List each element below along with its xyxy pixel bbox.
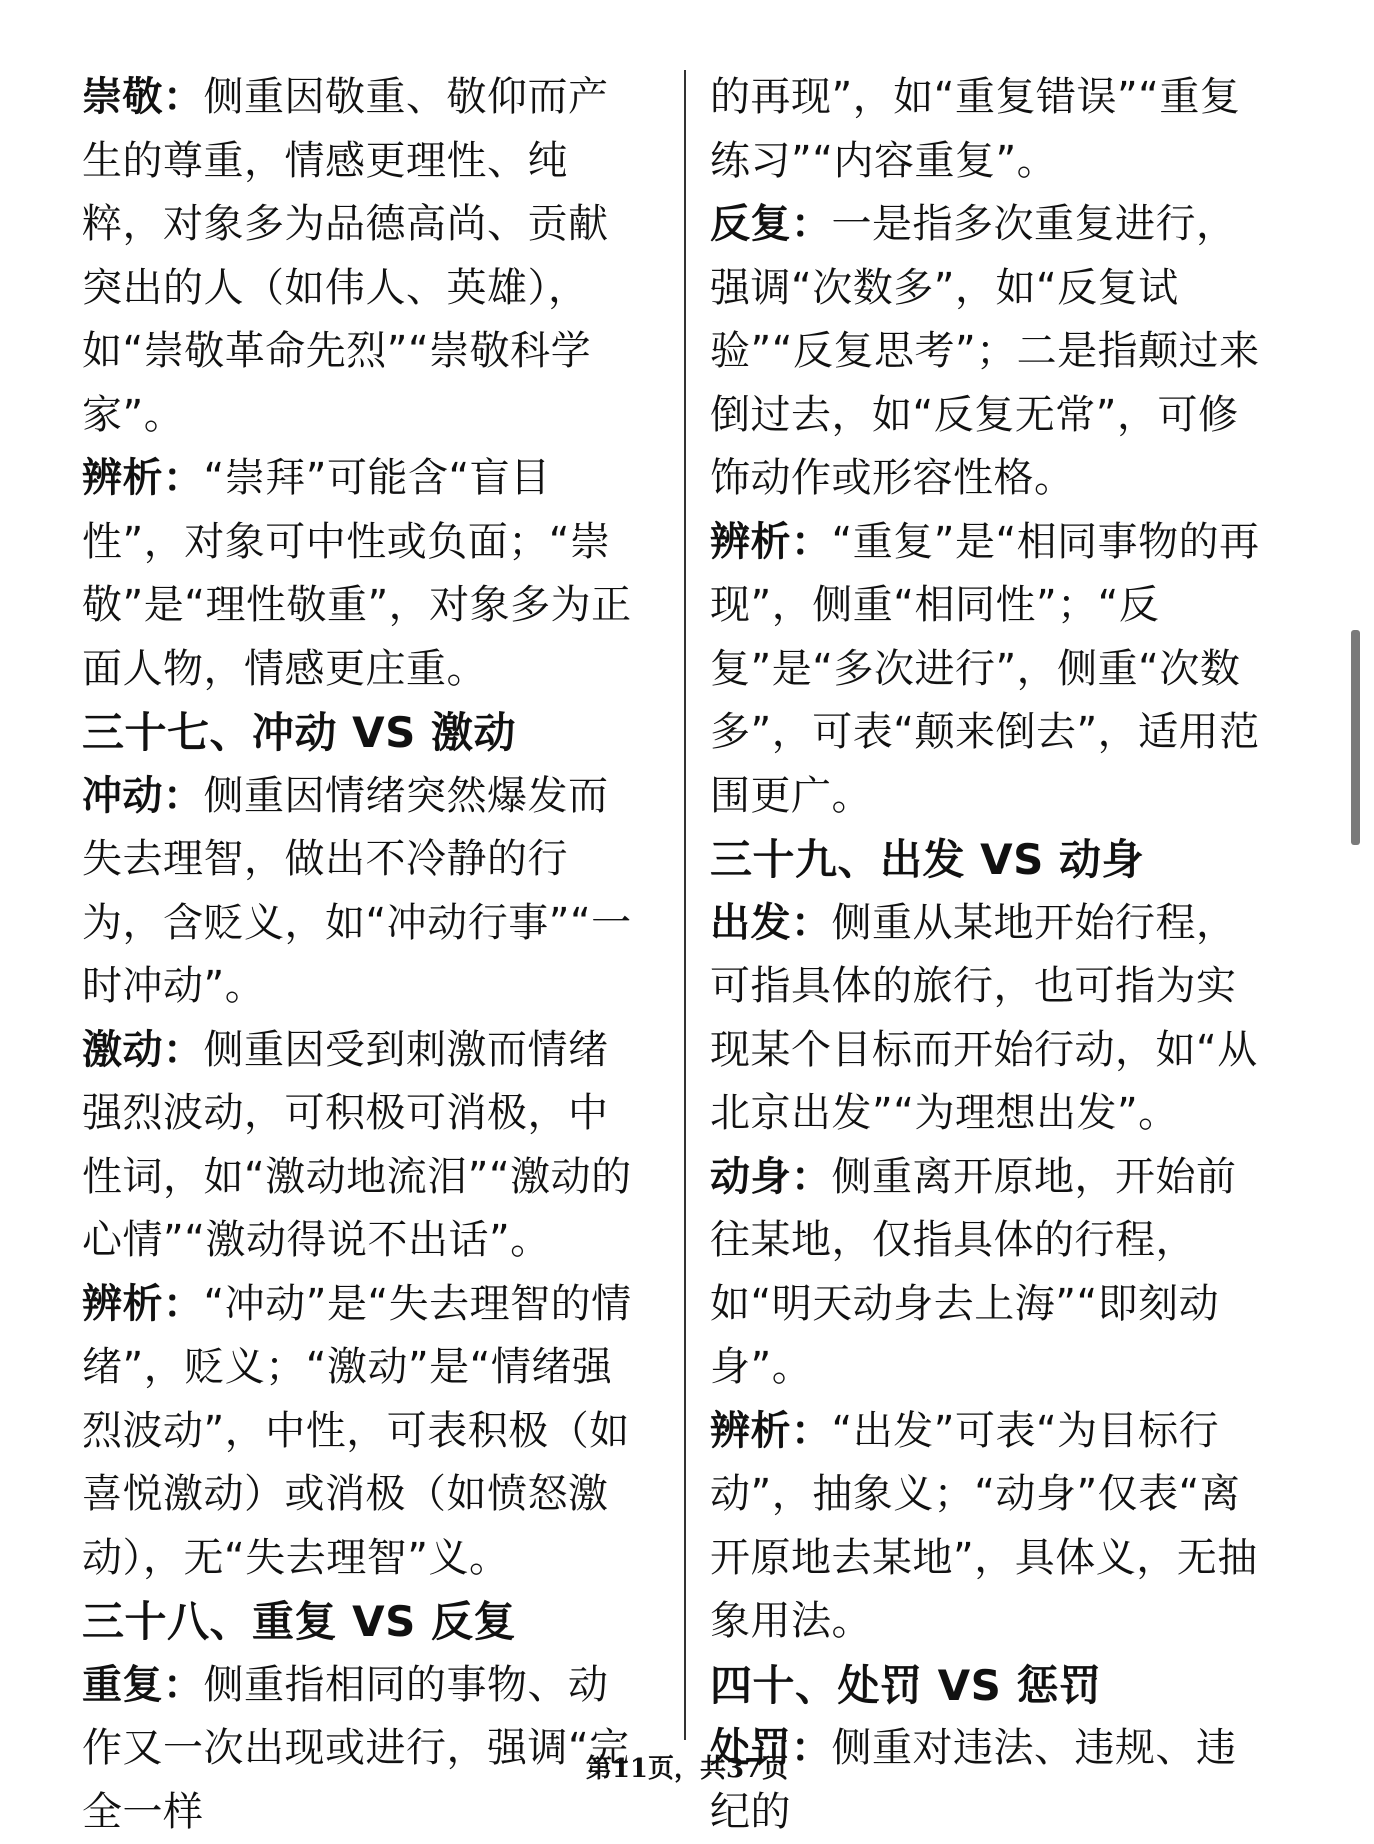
paragraph-dongshen (710, 1146, 1270, 1400)
term-label: 辨析： (710, 519, 832, 565)
page-number: 第11页，共37页 (0, 1748, 1374, 1785)
term-label: 重复： (82, 1662, 204, 1708)
paragraph-text: “重复”是“相同事物的再现”，侧重“相同性”；“反复”是“多次进行”，侧重“次数多”，可表“颠来倒去”，适用范围更广。 (710, 519, 1260, 819)
term-label: 辨析： (710, 1408, 832, 1454)
section-heading-40: 四十、处罚 VS 惩罚 (710, 1654, 1270, 1718)
paragraph-analysis-36 (82, 447, 642, 701)
paragraph-text: 侧重因敬重、敬仰而产生的尊重，情感更理性、纯粹，对象多为品德高尚、贡献突出的人（如伟人、英雄），如“崇敬革命先烈”“崇敬科学家”。 (82, 74, 609, 438)
term-label: 反复： (710, 201, 832, 247)
term-label: 激动： (82, 1027, 204, 1073)
paragraph-analysis-39 (710, 1400, 1270, 1654)
paragraph-analysis-38 (710, 511, 1270, 829)
column-divider (684, 70, 686, 1740)
paragraph-fanfu (710, 193, 1270, 511)
section-heading-38: 三十八、重复 VS 反复 (82, 1590, 642, 1654)
term-label: 冲动： (82, 773, 204, 819)
paragraph-text: 一是指多次重复进行，强调“次数多”，如“反复试验”“反复思考”；二是指颠过来倒过去，如“反复无常”，可修饰动作或形容性格。 (710, 201, 1260, 501)
section-heading-37: 三十七、冲动 VS 激动 (82, 701, 642, 765)
paragraph-chongjing (82, 66, 642, 447)
term-label: 出发： (710, 900, 832, 946)
paragraph-text: 侧重因受到刺激而情绪强烈波动，可积极可消极，中性词，如“激动地流泪”“激动的心情”“激动得说不出话”。 (82, 1027, 632, 1264)
term-label: 崇敬： (82, 74, 204, 120)
paragraph-analysis-37 (82, 1273, 642, 1591)
paragraph-text: 侧重从某地开始行程，可指具体的旅行，也可指为实现某个目标而开始行动，如“从北京出发”“为理想出发”。 (710, 900, 1258, 1137)
paragraph-text: 侧重因情绪突然爆发而失去理智，做出不冷静的行为，含贬义，如“冲动行事”“一时冲动”。 (82, 773, 632, 1010)
paragraph-jidong (82, 1019, 642, 1273)
paragraph-chufa (710, 892, 1270, 1146)
scrollbar-thumb[interactable] (1351, 630, 1360, 845)
paragraph-chongfu-continued (710, 66, 1270, 193)
term-label: 辨析： (82, 455, 204, 501)
paragraph-text: “出发”可表“为目标行动”，抽象义；“动身”仅表“离开原地去某地”，具体义，无抽象用法。 (710, 1408, 1258, 1645)
paragraph-text: “崇拜”可能含“盲目性”，对象可中性或负面；“崇敬”是“理性敬重”，对象多为正面人物，情感更庄重。 (82, 455, 632, 692)
section-heading-39: 三十九、出发 VS 动身 (710, 828, 1270, 892)
left-column (82, 66, 642, 1844)
paragraph-text: 侧重指相同的事物、动作又一次出现或进行，强调“完全一样 (82, 1662, 630, 1835)
term-label: 动身： (710, 1154, 832, 1200)
term-label: 辨析： (82, 1281, 204, 1327)
right-column (710, 66, 1270, 1844)
paragraph-text: 的再现”，如“重复错误”“重复练习”“内容重复”。 (710, 74, 1240, 184)
paragraph-text: 侧重离开原地，开始前往某地，仅指具体的行程，如“明天动身去上海”“即刻动身”。 (710, 1154, 1237, 1391)
paragraph-chongdong (82, 765, 642, 1019)
term-label: 处罚： (710, 1725, 832, 1771)
paragraph-text: 侧重对违法、违规、违纪的 (710, 1725, 1237, 1835)
paragraph-text: “冲动”是“失去理智的情绪”，贬义；“激动”是“情绪强烈波动”，中性，可表积极（如喜悦激动）或消极（如愤怒激动），无“失去理智”义。 (82, 1281, 632, 1581)
